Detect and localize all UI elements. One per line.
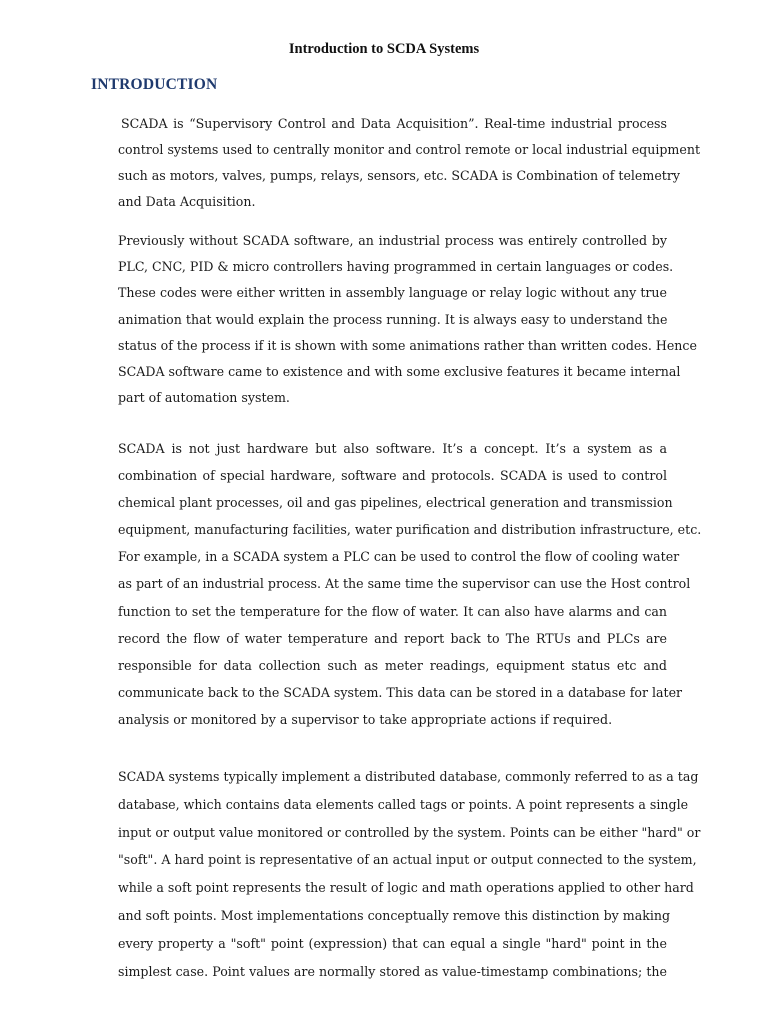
paragraph-line: and soft points. Most implementations conceptually remove this distinction by making <box>118 907 671 923</box>
paragraph-line: "soft". A hard point is representative of an actual input or output connected to the system, <box>118 852 697 868</box>
paragraph-line: SCADA software came to existence and with some exclusive features it became internal <box>118 364 681 380</box>
paragraph-line: equipment, manufacturing facilities, water purification and distribution infrastructure, etc. <box>118 522 702 538</box>
paragraph-line: function to set the temperature for the flow of water. It can also have alarms and can <box>118 603 667 619</box>
paragraph-line: SCADA systems typically implement a distributed database, commonly referred to as a tag <box>118 769 699 784</box>
paragraph-line: control systems used to centrally monitor and control remote or local industrial equipment <box>118 142 700 157</box>
paragraph-line: Previously without SCADA software, an industrial process was entirely controlled by <box>118 233 667 248</box>
paragraph-line: part of automation system. <box>118 390 290 406</box>
paragraph-line: For example, in a SCADA system a PLC can be used to control the flow of cooling water <box>118 549 680 565</box>
paragraph-1 <box>118 111 700 215</box>
paragraph-line: responsible for data collection such as meter readings, equipment status etc and <box>118 657 667 673</box>
paragraph-line: PLC, CNC, PID & micro controllers having programmed in certain languages or codes. <box>118 259 674 275</box>
paragraph-line: combination of special hardware, software and protocols. SCADA is used to control <box>118 468 667 484</box>
paragraph-line: input or output value monitored or controlled by the system. Points can be either "hard" or <box>118 824 701 840</box>
section-heading: INTRODUCTION <box>91 76 218 93</box>
paragraph-line: simplest case. Point values are normally stored as value-timestamp combinations; the <box>118 963 667 979</box>
paragraph-3 <box>118 435 702 733</box>
paragraph-line: status of the process if it is shown with some animations rather than written codes. Hence <box>118 337 697 353</box>
paragraph-2 <box>118 228 697 411</box>
paragraph-line: SCADA is “Supervisory Control and Data Acquisition”. Real-time industrial process <box>121 116 667 131</box>
paragraph-line: analysis or monitored by a supervisor to take appropriate actions if required. <box>118 711 613 727</box>
paragraph-line: communicate back to the SCADA system. This data can be stored in a database for later <box>118 684 683 700</box>
paragraph-line: SCADA is not just hardware but also software. It’s a concept. It’s a system as a <box>118 441 667 456</box>
paragraph-line: such as motors, valves, pumps, relays, sensors, etc. SCADA is Combination of telemetry <box>118 168 680 183</box>
paragraph-line: every property a "soft" point (expression) that can equal a single "hard" point in the <box>118 935 667 951</box>
paragraph-line: as part of an industrial process. At the same time the supervisor can use the Host control <box>118 576 691 592</box>
paragraph-line: These codes were either written in assembly language or relay logic without any true <box>118 285 667 301</box>
paragraph-line: record the flow of water temperature and report back to The RTUs and PLCs are <box>118 630 667 646</box>
paragraph-line: database, which contains data elements called tags or points. A point represents a single <box>118 796 689 812</box>
document-title: Introduction to SCDA Systems <box>288 41 480 57</box>
paragraph-line: animation that would explain the process running. It is always easy to understand the <box>118 311 668 327</box>
paragraph-line: and Data Acquisition. <box>118 194 256 209</box>
paragraph-line: chemical plant processes, oil and gas pipelines, electrical generation and transmission <box>118 495 673 511</box>
paragraph-4 <box>118 763 701 985</box>
paragraph-line: while a soft point represents the result of logic and math operations applied to other hard <box>118 880 694 896</box>
